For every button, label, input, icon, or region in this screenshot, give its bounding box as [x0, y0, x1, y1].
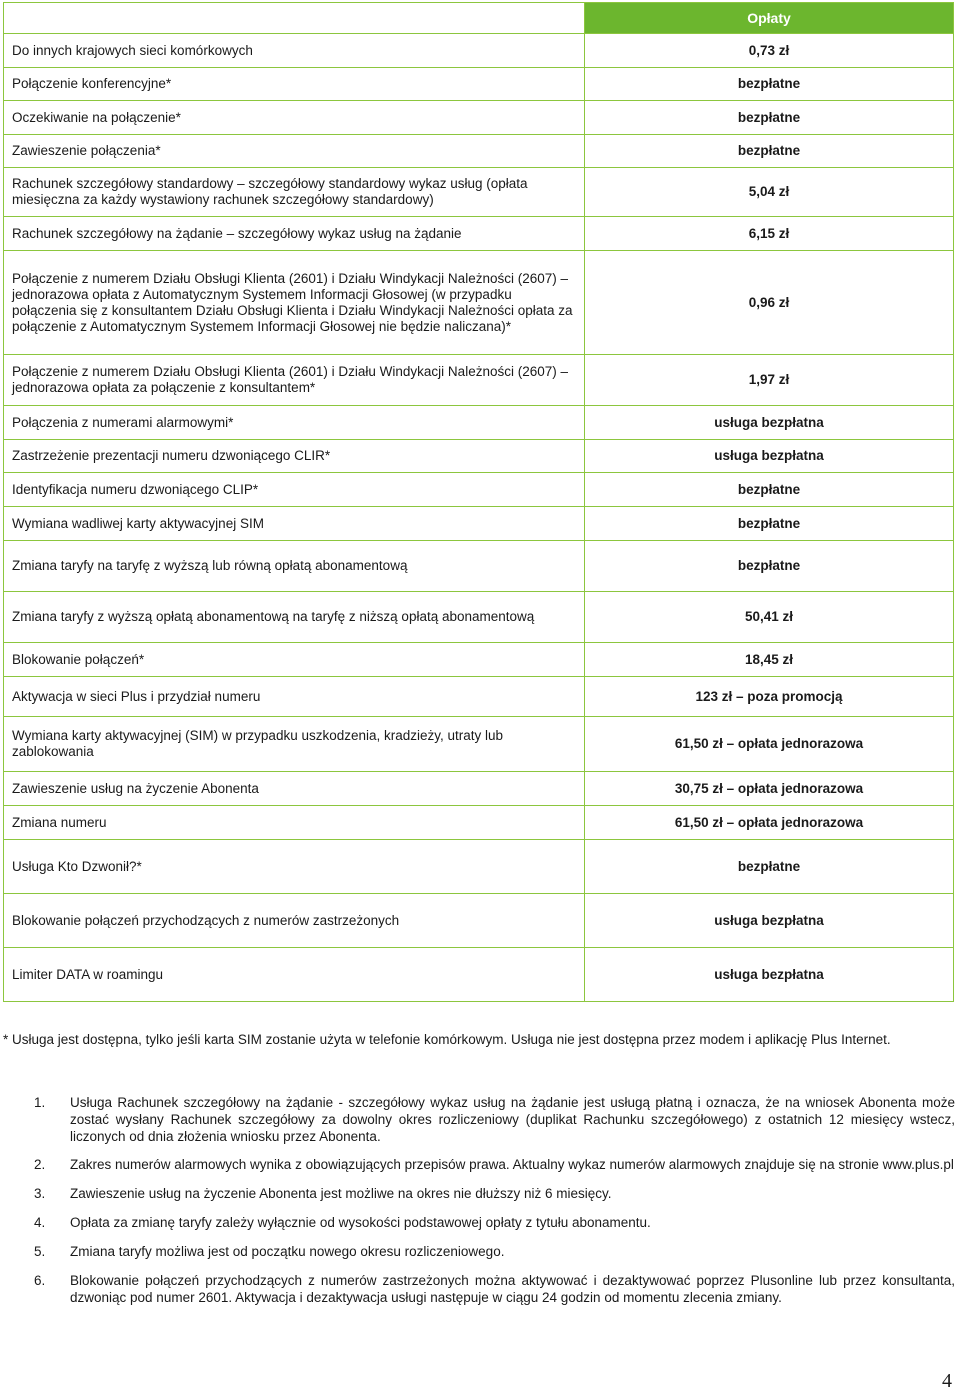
table-row	[4, 135, 954, 168]
service-fee: 18,45 zł	[585, 643, 954, 677]
table-row	[4, 592, 954, 643]
service-name: Połączenie z numerem Działu Obsługi Klienta (2601) i Działu Windykacji Należności (2607) – jednorazowa opłata z Automatycznym Systemem Informacji Głosowej (w przypadku połączenia się z konsultantem Działu Obsługi Klienta i Działu Windykacji Należności opłata za połączenie z Automatycznym Systemem Informacji Głosowej nie będzie naliczana)*	[4, 251, 585, 355]
service-name: Blokowanie połączeń przychodzących z numerów zastrzeżonych	[4, 894, 585, 948]
service-name: Zastrzeżenie prezentacji numeru dzwoniącego CLIR*	[4, 440, 585, 473]
service-fee: 0,96 zł	[585, 251, 954, 355]
note-item	[3, 1272, 955, 1306]
page-number: 4	[942, 1370, 952, 1392]
table-row	[4, 440, 954, 473]
service-name: Zawieszenie usług na życzenie Abonenta	[4, 772, 585, 806]
service-fee: bezpłatne	[585, 507, 954, 541]
service-name: Limiter DATA w roamingu	[4, 948, 585, 1002]
service-name: Usługa Kto Dzwonił?*	[4, 840, 585, 894]
service-fee: bezpłatne	[585, 840, 954, 894]
table-row	[4, 168, 954, 217]
table-header-row	[4, 3, 954, 34]
service-name: Zmiana taryfy na taryfę z wyższą lub równą opłatą abonamentową	[4, 541, 585, 592]
service-fee: 6,15 zł	[585, 217, 954, 251]
service-name: Identyfikacja numeru dzwoniącego CLIP*	[4, 473, 585, 507]
table-row	[4, 251, 954, 355]
service-name: Wymiana wadliwej karty aktywacyjnej SIM	[4, 507, 585, 541]
service-name: Do innych krajowych sieci komórkowych	[4, 34, 585, 68]
note-number: 3.	[34, 1186, 46, 1201]
service-name: Zawieszenie połączenia*	[4, 135, 585, 168]
service-fee: bezpłatne	[585, 135, 954, 168]
service-fee: 61,50 zł – opłata jednorazowa	[585, 806, 954, 840]
service-fee: bezpłatne	[585, 541, 954, 592]
service-fee: usługa bezpłatna	[585, 948, 954, 1002]
note-text: Zakres numerów alarmowych wynika z obowiązujących przepisów prawa. Aktualny wykaz numerów alarmowych znajduje się na stronie www.plus.pl	[70, 1157, 954, 1172]
table-row	[4, 507, 954, 541]
service-fee: 30,75 zł – opłata jednorazowa	[585, 772, 954, 806]
table-row	[4, 473, 954, 507]
service-fee: 5,04 zł	[585, 168, 954, 217]
table-row	[4, 101, 954, 135]
service-fee: usługa bezpłatna	[585, 440, 954, 473]
service-name: Połączenia z numerami alarmowymi*	[4, 406, 585, 440]
header-blank-cell	[4, 3, 585, 34]
note-text: Zmiana taryfy możliwa jest od początku nowego okresu rozliczeniowego.	[70, 1244, 505, 1259]
service-fee: bezpłatne	[585, 101, 954, 135]
note-item	[3, 1185, 955, 1202]
service-fee: 1,97 zł	[585, 355, 954, 406]
note-item	[3, 1214, 955, 1231]
fees-table	[3, 2, 954, 1002]
service-name: Połączenie konferencyjne*	[4, 68, 585, 101]
table-row	[4, 677, 954, 717]
table-row	[4, 34, 954, 68]
table-row	[4, 406, 954, 440]
availability-footnote: * Usługa jest dostępna, tylko jeśli karta SIM zostanie użyta w telefonie komórkowym. Usługa nie jest dostępna przez modem i aplikację Plus Internet.	[3, 1032, 891, 1047]
service-fee: bezpłatne	[585, 473, 954, 507]
note-text: Opłata za zmianę taryfy zależy wyłącznie od wysokości podstawowej opłaty z tytułu abonamentu.	[70, 1215, 651, 1230]
table-row	[4, 717, 954, 772]
service-name: Oczekiwanie na połączenie*	[4, 101, 585, 135]
service-fee: bezpłatne	[585, 68, 954, 101]
service-fee: usługa bezpłatna	[585, 894, 954, 948]
service-fee: 50,41 zł	[585, 592, 954, 643]
note-number: 4.	[34, 1215, 46, 1230]
table-row	[4, 772, 954, 806]
service-name: Blokowanie połączeń*	[4, 643, 585, 677]
service-name: Wymiana karty aktywacyjnej (SIM) w przypadku uszkodzenia, kradzieży, utraty lub zablokowania	[4, 717, 585, 772]
service-name: Zmiana numeru	[4, 806, 585, 840]
service-fee: 61,50 zł – opłata jednorazowa	[585, 717, 954, 772]
note-text: Usługa Rachunek szczegółowy na żądanie - szczegółowy wykaz usług na żądanie jest usługą płatną i oznacza, że na wniosek Abonenta może zostać wysłany Rachunek szczegółowy za dowolny okres rozliczeniowy (duplikat Rachunku szczegółowego) z ostatnich 12 miesięcy wstecz, liczonych od dnia złożenia wniosku przez Abonenta.	[70, 1095, 955, 1144]
note-number: 6.	[34, 1273, 46, 1288]
service-name: Zmiana taryfy z wyższą opłatą abonamentową na taryfę z niższą opłatą abonamentową	[4, 592, 585, 643]
note-number: 5.	[34, 1244, 46, 1259]
table-row	[4, 643, 954, 677]
note-item	[3, 1094, 955, 1145]
service-name: Rachunek szczegółowy na żądanie – szczegółowy wykaz usług na żądanie	[4, 217, 585, 251]
note-number: 1.	[34, 1095, 46, 1110]
fees-column-header: Opłaty	[585, 3, 954, 34]
service-fee: 0,73 zł	[585, 34, 954, 68]
note-text: Blokowanie połączeń przychodzących z numerów zastrzeżonych można aktywować i dezaktywować poprzez Plusonline lub przez konsultanta, dzwoniąc pod numer 2601. Aktywacja i dezaktywacja usługi następuje w ciągu 24 godzin od momentu zlecenia zmiany.	[70, 1273, 955, 1305]
service-name: Połączenie z numerem Działu Obsługi Klienta (2601) i Działu Windykacji Należności (2607) – jednorazowa opłata za połączenie z konsultantem*	[4, 355, 585, 406]
note-item	[3, 1243, 955, 1260]
service-name: Aktywacja w sieci Plus i przydział numeru	[4, 677, 585, 717]
table-row	[4, 68, 954, 101]
service-fee: 123 zł – poza promocją	[585, 677, 954, 717]
table-row	[4, 355, 954, 406]
table-row	[4, 840, 954, 894]
note-number: 2.	[34, 1157, 46, 1172]
note-item	[3, 1156, 955, 1173]
table-row	[4, 948, 954, 1002]
table-row	[4, 806, 954, 840]
table-row	[4, 894, 954, 948]
service-fee: usługa bezpłatna	[585, 406, 954, 440]
service-name: Rachunek szczegółowy standardowy – szczegółowy standardowy wykaz usług (opłata miesięczna za każdy wystawiony rachunek szczegółowy standardowy)	[4, 168, 585, 217]
table-row	[4, 541, 954, 592]
note-text: Zawieszenie usług na życzenie Abonenta jest możliwe na okres nie dłuższy niż 6 miesięcy.	[70, 1186, 612, 1201]
table-row	[4, 217, 954, 251]
notes-list	[3, 1094, 955, 1306]
